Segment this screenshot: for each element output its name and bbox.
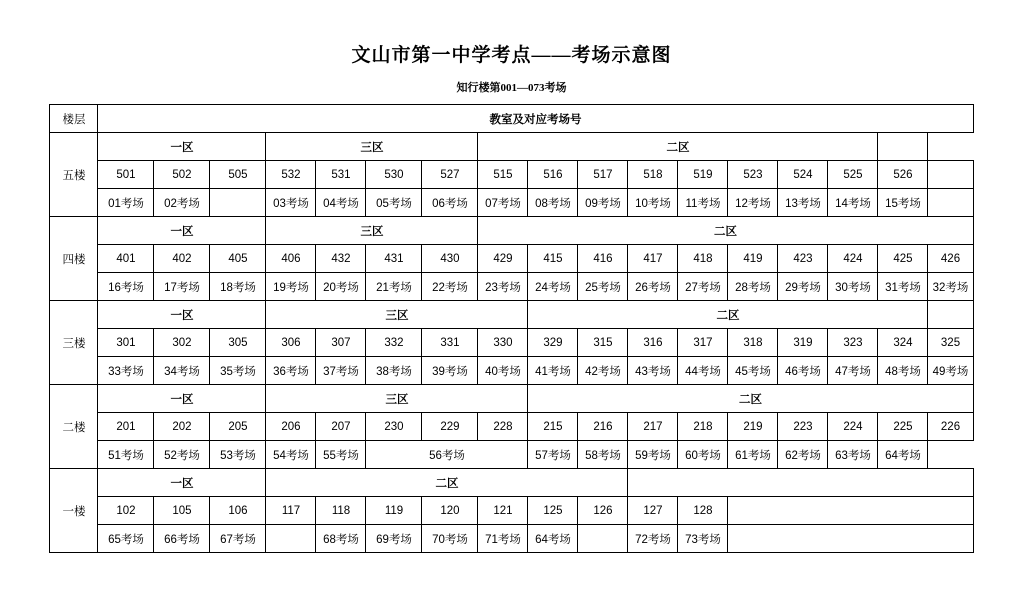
room-cell: 128 [678, 497, 728, 525]
room-cell: 532 [266, 161, 316, 189]
exam-cell: 63考场 [828, 441, 878, 469]
exam-cell: 07考场 [478, 189, 528, 217]
table-header-row [50, 105, 973, 133]
exam-cell: 65考场 [98, 525, 154, 553]
exam-cell: 70考场 [422, 525, 478, 553]
room-row-floor5 [50, 161, 973, 189]
room-cell: 524 [778, 161, 828, 189]
room-cell: 125 [528, 497, 578, 525]
exam-cell: 62考场 [778, 441, 828, 469]
room-cell: 127 [628, 497, 678, 525]
exam-cell: 52考场 [154, 441, 210, 469]
exam-cell: 39考场 [422, 357, 478, 385]
room-cell: 401 [98, 245, 154, 273]
room-cell: 516 [528, 161, 578, 189]
zone-cell: 三区 [266, 301, 528, 329]
exam-cell: 35考场 [210, 357, 266, 385]
zone-cell-empty [878, 133, 928, 161]
exam-cell: 13考场 [778, 189, 828, 217]
room-cell: 515 [478, 161, 528, 189]
room-cell: 430 [422, 245, 478, 273]
room-cell: 425 [878, 245, 928, 273]
room-cell: 406 [266, 245, 316, 273]
room-cell: 329 [528, 329, 578, 357]
exam-cell: 10考场 [628, 189, 678, 217]
floor-label-2: 二楼 [50, 385, 98, 469]
exam-cell: 53考场 [210, 441, 266, 469]
exam-cell: 44考场 [678, 357, 728, 385]
floor-label-3: 三楼 [50, 301, 98, 385]
room-cell: 416 [578, 245, 628, 273]
exam-cell: 59考场 [628, 441, 678, 469]
room-cell: 418 [678, 245, 728, 273]
exam-cell: 18考场 [210, 273, 266, 301]
room-row-floor4 [50, 245, 973, 273]
exam-cell: 32考场 [928, 273, 973, 301]
exam-cell: 48考场 [878, 357, 928, 385]
floor-label-5: 五楼 [50, 133, 98, 217]
room-cell: 501 [98, 161, 154, 189]
exam-cell: 68考场 [316, 525, 366, 553]
exam-cell: 12考场 [728, 189, 778, 217]
exam-cell: 37考场 [316, 357, 366, 385]
room-cell: 126 [578, 497, 628, 525]
exam-cell [578, 525, 628, 553]
room-cell: 530 [366, 161, 422, 189]
exam-cell: 66考场 [154, 525, 210, 553]
exam-cell: 41考场 [528, 357, 578, 385]
zone-cell: 一区 [98, 385, 266, 413]
exam-cell: 02考场 [154, 189, 210, 217]
zone-cell: 三区 [266, 133, 478, 161]
room-cell: 216 [578, 413, 628, 441]
page-subtitle: 知行楼第001—073考场 [456, 82, 567, 94]
exam-cell: 72考场 [628, 525, 678, 553]
room-cell: 317 [678, 329, 728, 357]
exam-cell: 27考场 [678, 273, 728, 301]
room-cell: 228 [478, 413, 528, 441]
exam-cell: 47考场 [828, 357, 878, 385]
exam-cell: 24考场 [528, 273, 578, 301]
exam-cell: 61考场 [728, 441, 778, 469]
room-row-floor2 [50, 413, 973, 441]
zone-cell-empty [928, 301, 973, 329]
room-cell: 105 [154, 497, 210, 525]
exam-cell: 34考场 [154, 357, 210, 385]
room-cell: 415 [528, 245, 578, 273]
room-cell: 102 [98, 497, 154, 525]
zone-cell: 三区 [266, 217, 478, 245]
room-cell: 324 [878, 329, 928, 357]
exam-cell: 20考场 [316, 273, 366, 301]
room-cell: 405 [210, 245, 266, 273]
room-cell: 305 [210, 329, 266, 357]
zone-cell: 二区 [266, 469, 628, 497]
exam-cell: 55考场 [316, 441, 366, 469]
room-cell: 226 [928, 413, 973, 441]
room-cell: 531 [316, 161, 366, 189]
exam-cell: 01考场 [98, 189, 154, 217]
room-cell: 202 [154, 413, 210, 441]
room-cell: 230 [366, 413, 422, 441]
exam-cell: 45考场 [728, 357, 778, 385]
exam-row-floor4 [50, 273, 973, 301]
exam-cell: 69考场 [366, 525, 422, 553]
room-cell: 316 [628, 329, 678, 357]
room-cell: 224 [828, 413, 878, 441]
room-cell: 519 [678, 161, 728, 189]
exam-cell-empty [928, 189, 973, 217]
room-cell: 121 [478, 497, 528, 525]
exam-row-floor1 [50, 525, 973, 553]
exam-row-floor5 [50, 189, 973, 217]
exam-cell: 56考场 [366, 441, 528, 469]
exam-cell [266, 525, 316, 553]
exam-cell: 09考场 [578, 189, 628, 217]
room-cell: 223 [778, 413, 828, 441]
exam-cell: 49考场 [928, 357, 973, 385]
room-cell: 218 [678, 413, 728, 441]
zone-row-floor1 [50, 469, 973, 497]
exam-row-floor2 [50, 441, 973, 469]
room-cell: 217 [628, 413, 678, 441]
exam-cell: 11考场 [678, 189, 728, 217]
exam-cell: 57考场 [528, 441, 578, 469]
exam-cell: 08考场 [528, 189, 578, 217]
zone-cell: 一区 [98, 469, 266, 497]
exam-room-table [49, 104, 973, 553]
room-cell: 301 [98, 329, 154, 357]
floor-label-1: 一楼 [50, 469, 98, 553]
zone-row-floor5 [50, 133, 973, 161]
room-cell: 120 [422, 497, 478, 525]
room-cell: 118 [316, 497, 366, 525]
room-cell-empty [728, 497, 973, 525]
room-cell: 429 [478, 245, 528, 273]
zone-cell: 一区 [98, 133, 266, 161]
room-cell: 219 [728, 413, 778, 441]
room-cell: 424 [828, 245, 878, 273]
room-cell: 323 [828, 329, 878, 357]
zone-row-floor4 [50, 217, 973, 245]
exam-cell: 42考场 [578, 357, 628, 385]
room-cell: 325 [928, 329, 973, 357]
exam-row-floor3 [50, 357, 973, 385]
exam-cell: 40考场 [478, 357, 528, 385]
zone-cell: 三区 [266, 385, 528, 413]
exam-cell: 33考场 [98, 357, 154, 385]
zone-cell: 二区 [478, 217, 973, 245]
room-cell: 517 [578, 161, 628, 189]
exam-cell: 67考场 [210, 525, 266, 553]
room-cell: 332 [366, 329, 422, 357]
room-cell: 518 [628, 161, 678, 189]
room-cell: 205 [210, 413, 266, 441]
room-cell: 106 [210, 497, 266, 525]
exam-cell: 26考场 [628, 273, 678, 301]
room-cell: 302 [154, 329, 210, 357]
exam-cell: 43考场 [628, 357, 678, 385]
zone-cell: 二区 [478, 133, 878, 161]
exam-cell: 64考场 [878, 441, 928, 469]
zone-cell: 一区 [98, 301, 266, 329]
room-cell: 207 [316, 413, 366, 441]
room-cell: 229 [422, 413, 478, 441]
room-cell: 119 [366, 497, 422, 525]
room-row-floor3 [50, 329, 973, 357]
exam-cell: 51考场 [98, 441, 154, 469]
room-cell: 419 [728, 245, 778, 273]
room-cell: 215 [528, 413, 578, 441]
exam-cell: 19考场 [266, 273, 316, 301]
exam-cell: 31考场 [878, 273, 928, 301]
exam-cell: 04考场 [316, 189, 366, 217]
room-cell: 319 [778, 329, 828, 357]
room-cell: 502 [154, 161, 210, 189]
exam-cell: 60考场 [678, 441, 728, 469]
exam-cell: 17考场 [154, 273, 210, 301]
zone-row-floor2 [50, 385, 973, 413]
room-cell: 331 [422, 329, 478, 357]
exam-cell: 21考场 [366, 273, 422, 301]
room-cell: 526 [878, 161, 928, 189]
zone-cell-empty [628, 469, 973, 497]
exam-cell: 22考场 [422, 273, 478, 301]
room-cell: 423 [778, 245, 828, 273]
header-main-cell: 教室及对应考场号 [98, 105, 973, 133]
exam-cell: 64考场 [528, 525, 578, 553]
room-cell: 523 [728, 161, 778, 189]
exam-cell: 14考场 [828, 189, 878, 217]
exam-cell: 54考场 [266, 441, 316, 469]
exam-cell: 05考场 [366, 189, 422, 217]
page-title: 文山市第一中学考点——考场示意图 [351, 45, 672, 66]
room-cell: 307 [316, 329, 366, 357]
exam-cell: 38考场 [366, 357, 422, 385]
room-cell: 527 [422, 161, 478, 189]
room-cell: 402 [154, 245, 210, 273]
room-cell: 505 [210, 161, 266, 189]
room-cell: 525 [828, 161, 878, 189]
room-cell: 206 [266, 413, 316, 441]
room-cell: 431 [366, 245, 422, 273]
room-cell: 426 [928, 245, 973, 273]
exam-cell: 71考场 [478, 525, 528, 553]
exam-cell: 30考场 [828, 273, 878, 301]
zone-cell: 二区 [528, 385, 973, 413]
exam-cell: 23考场 [478, 273, 528, 301]
room-cell: 117 [266, 497, 316, 525]
room-cell: 318 [728, 329, 778, 357]
exam-cell-empty [728, 525, 973, 553]
floor-label-4: 四楼 [50, 217, 98, 301]
exam-cell: 73考场 [678, 525, 728, 553]
header-floor-cell: 楼层 [50, 105, 98, 133]
room-cell: 330 [478, 329, 528, 357]
exam-cell: 16考场 [98, 273, 154, 301]
room-row-floor1 [50, 497, 973, 525]
room-cell: 432 [316, 245, 366, 273]
exam-cell: 29考场 [778, 273, 828, 301]
exam-cell: 15考场 [878, 189, 928, 217]
exam-cell: 25考场 [578, 273, 628, 301]
exam-cell: 03考场 [266, 189, 316, 217]
room-cell: 225 [878, 413, 928, 441]
room-cell-empty [928, 161, 973, 189]
zone-cell: 二区 [528, 301, 928, 329]
room-cell: 201 [98, 413, 154, 441]
exam-cell: 58考场 [578, 441, 628, 469]
zone-row-floor3 [50, 301, 973, 329]
room-cell: 417 [628, 245, 678, 273]
exam-cell: 06考场 [422, 189, 478, 217]
exam-cell: 46考场 [778, 357, 828, 385]
room-cell: 315 [578, 329, 628, 357]
exam-cell: 28考场 [728, 273, 778, 301]
exam-cell [210, 189, 266, 217]
room-cell: 306 [266, 329, 316, 357]
exam-cell: 36考场 [266, 357, 316, 385]
zone-cell: 一区 [98, 217, 266, 245]
